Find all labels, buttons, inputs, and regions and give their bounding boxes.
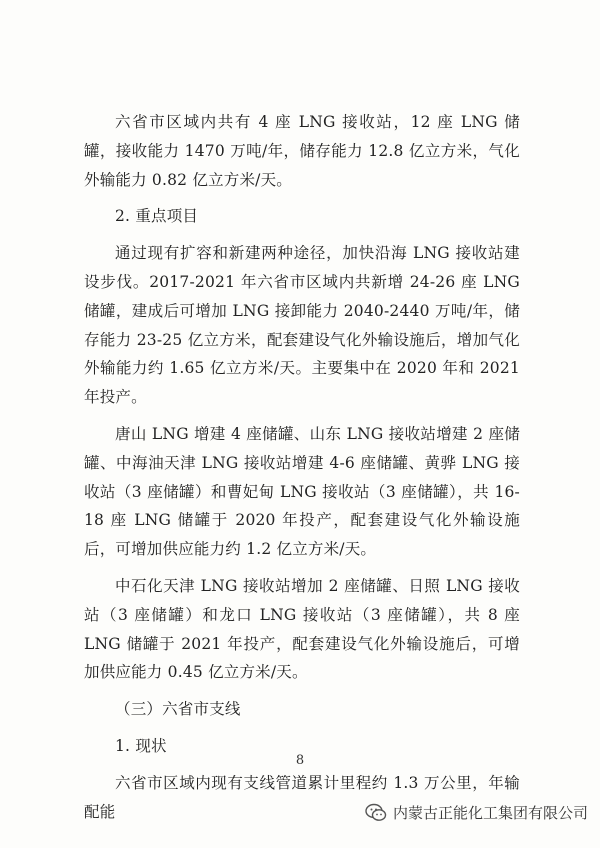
page-number: 8	[295, 753, 305, 768]
paragraph-2020-projects: 唐山 LNG 增建 4 座储罐、山东 LNG 接收站增建 2 座储罐、中海油天津 LNG 接收站增建 4-6 座储罐、黄骅 LNG 接收站（3 座储罐）和曹妃甸 LNG 接收站（3 座储罐），共 16-18 座 LNG 储罐于 2020 年投产，配套建设气化外输设施后，可增加供应能力约 1.2 亿立方米/天。	[84, 424, 520, 559]
wechat-icon	[365, 803, 387, 823]
paragraph-branch-status: 六省市区域内现有支线管道累计里程约 1.3 万公里，年输配能	[84, 773, 520, 821]
heading-key-projects: 2. 重点项目	[115, 207, 199, 226]
watermark-text: 内蒙古正能化工集团有限公司	[392, 804, 588, 822]
paragraph-key-projects: 通过现有扩容和新建两种途径，加快沿海 LNG 接收站建设步伐。2017-2021 年六省市区域内共新增 24-26 座 LNG 储罐，建成后可增加 LNG 接卸能力 2040-2440 万吨/年，储存能力 23-25 亿立方米，配套建设气化外输设施后，增加气化外输能力约 1.65 亿立方米/天。主要集中在 2020 年和 2021 年投产。	[84, 244, 520, 407]
heading-status: 1. 现状	[115, 736, 167, 755]
paragraph-2021-projects: 中石化天津 LNG 接收站增加 2 座储罐、日照 LNG 接收站（3 座储罐）和龙口 LNG 接收站（3 座储罐），共 8 座 LNG 储罐于 2021 年投产，配套建设气化外输设施后，可增加供应能力 0.45 亿立方米/天。	[84, 576, 520, 682]
document-body	[84, 108, 520, 826]
wechat-watermark	[365, 802, 588, 823]
paragraph-lng-overview: 六省市区域内共有 4 座 LNG 接收站，12 座 LNG 储罐，接收能力 1470 万吨/年，储存能力 12.8 亿立方米，气化外输能力 0.82 亿立方米/天。	[84, 113, 520, 189]
heading-branch-lines: （三）六省市支线	[115, 700, 241, 719]
